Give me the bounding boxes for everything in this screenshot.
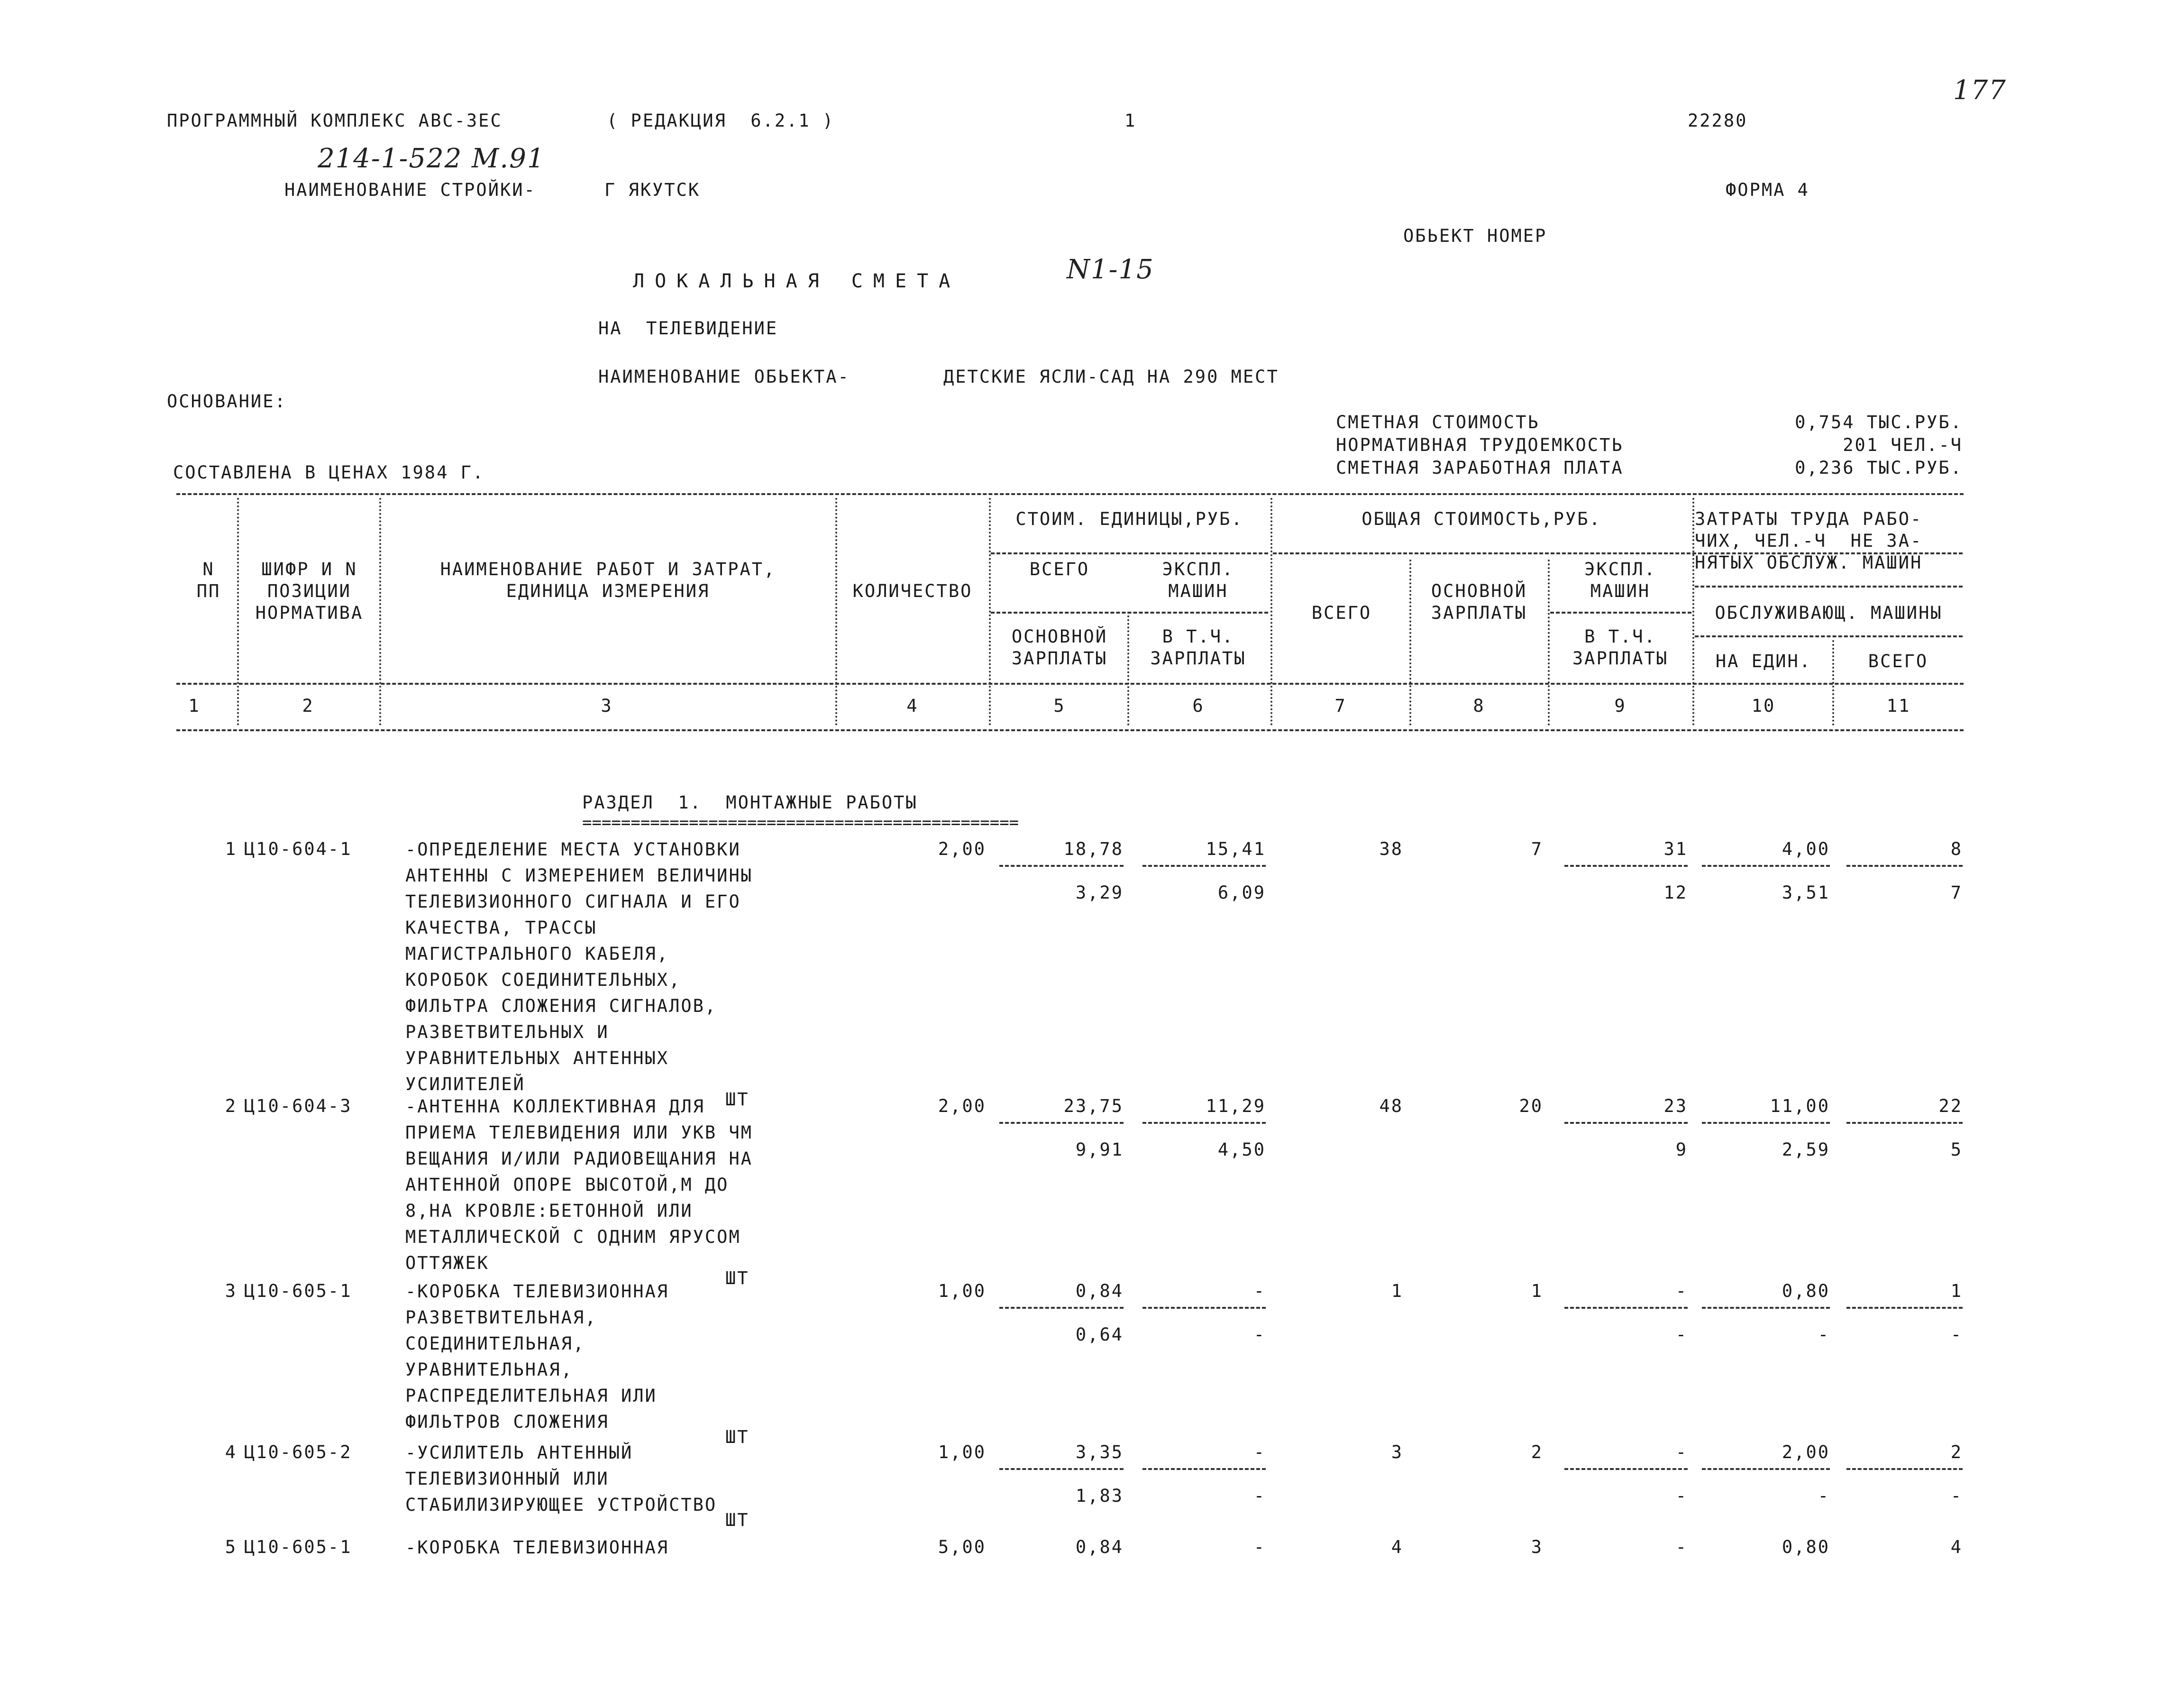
column-number: 2 xyxy=(302,696,314,716)
row-value-c7: 1 xyxy=(1391,1281,1403,1301)
row-value-c5b: 1,83 xyxy=(1075,1486,1124,1506)
subtotal-separator xyxy=(1564,1122,1688,1124)
row-number: 3 xyxy=(225,1281,237,1301)
section-underline: ============================================= xyxy=(582,813,1019,832)
row-value-c10: 11,00 xyxy=(1770,1096,1830,1116)
summary-value: 201 ЧЕЛ.-Ч xyxy=(1843,435,1963,455)
row-value-qty: 2,00 xyxy=(938,839,986,859)
column-number: 11 xyxy=(1886,696,1911,716)
row-value-c11b: 5 xyxy=(1950,1139,1963,1160)
row-value-c8: 20 xyxy=(1519,1096,1543,1116)
row-value-c9: - xyxy=(1675,1442,1688,1462)
row-value-c6b: - xyxy=(1253,1324,1266,1345)
row-value-qty: 5,00 xyxy=(938,1537,986,1557)
col-6-top: ЭКСПЛ. МАШИН xyxy=(1162,559,1234,601)
row-value-c8: 2 xyxy=(1531,1442,1543,1462)
column-number: 4 xyxy=(906,696,919,716)
subtotal-separator xyxy=(1142,1122,1266,1124)
row-value-c5: 0,84 xyxy=(1075,1537,1124,1557)
col-labor-machines: ОБСЛУЖИВАЮЩ. МАШИНЫ xyxy=(1715,603,1943,623)
row-value-qty: 1,00 xyxy=(938,1442,986,1462)
summary-label: СМЕТНАЯ ЗАРАБОТНАЯ ПЛАТА xyxy=(1336,458,1624,478)
row-value-c10b: 3,51 xyxy=(1782,882,1830,903)
row-value-c11: 1 xyxy=(1950,1281,1963,1301)
row-value-c10: 0,80 xyxy=(1782,1537,1830,1557)
sheet-number-handwritten: 177 xyxy=(1953,75,2007,106)
row-value-c5: 0,84 xyxy=(1075,1281,1124,1301)
row-value-c5b: 3,29 xyxy=(1075,882,1124,903)
subtotal-separator xyxy=(1846,865,1963,867)
row-value-c11: 2 xyxy=(1950,1442,1963,1462)
subtotal-separator xyxy=(1846,1122,1963,1124)
row-description: -КОРОБКА ТЕЛЕВИЗИОННАЯ xyxy=(405,1537,669,1558)
project-number-handwritten: 214-1-522 М.91 xyxy=(318,143,545,174)
object-number: ОБЬЕКТ НОМЕР xyxy=(1403,226,1547,246)
col-10: НА ЕДИН. xyxy=(1715,651,1812,671)
row-value-c7: 38 xyxy=(1379,839,1403,859)
summary-label: НОРМАТИВНАЯ ТРУДОЕМКОСТЬ xyxy=(1336,435,1624,455)
basis-label: ОСНОВАНИЕ: xyxy=(167,391,287,412)
col-5-bottom: ОСНОВНОЙ ЗАРПЛАТЫ xyxy=(1011,626,1108,669)
form-number: ФОРМА 4 xyxy=(1726,180,1809,200)
col-6-bottom: В Т.Ч. ЗАРПЛАТЫ xyxy=(1150,626,1246,669)
row-value-c7: 3 xyxy=(1391,1442,1403,1462)
object-label: НАИМЕНОВАНИЕ ОБЬЕКТА- xyxy=(598,367,850,387)
row-value-c10: 0,80 xyxy=(1782,1281,1830,1301)
subtotal-separator xyxy=(1564,1307,1688,1309)
row-value-c9b: 12 xyxy=(1663,882,1688,903)
row-code: Ц10-605-1 xyxy=(244,1281,352,1301)
column-number: 8 xyxy=(1473,696,1485,716)
subtotal-separator xyxy=(1846,1468,1963,1470)
header-bottom-rule xyxy=(176,683,1964,685)
subtotal-separator xyxy=(1142,1307,1266,1309)
row-value-c7: 48 xyxy=(1379,1096,1403,1116)
row-value-c11b: - xyxy=(1950,1324,1963,1345)
subtotal-separator xyxy=(1702,1307,1830,1309)
row-unit: ШТ xyxy=(725,1089,749,1110)
col-quantity: КОЛИЧЕСТВО xyxy=(852,581,973,601)
subtotal-separator xyxy=(1564,865,1688,867)
row-value-c9: - xyxy=(1675,1281,1688,1301)
col-9-bottom: В Т.Ч. ЗАРПЛАТЫ xyxy=(1572,626,1669,669)
subtotal-separator xyxy=(999,1307,1124,1309)
construction-label: НАИМЕНОВАНИЕ СТРОЙКИ- xyxy=(284,180,536,200)
subtotal-separator xyxy=(1142,865,1266,867)
col-9-top: ЭКСПЛ. МАШИН xyxy=(1584,559,1656,601)
row-code: Ц10-604-1 xyxy=(244,839,352,859)
col-code: ШИФР И N ПОЗИЦИИ НОРМАТИВА xyxy=(255,559,364,623)
row-number: 4 xyxy=(225,1442,237,1462)
row-value-c11: 22 xyxy=(1938,1096,1963,1116)
row-value-c11: 4 xyxy=(1950,1537,1963,1557)
row-value-c9b: - xyxy=(1675,1324,1688,1345)
row-value-c6b: - xyxy=(1253,1486,1266,1506)
subtotal-separator xyxy=(1564,1468,1688,1470)
row-value-c6: - xyxy=(1253,1442,1266,1462)
row-value-c5: 3,35 xyxy=(1075,1442,1124,1462)
row-value-c9b: - xyxy=(1675,1486,1688,1506)
column-number: 10 xyxy=(1751,696,1776,716)
row-value-c10b: - xyxy=(1818,1486,1830,1506)
summary-value: 0,236 ТЫС.РУБ. xyxy=(1795,458,1963,478)
row-value-c10: 2,00 xyxy=(1782,1442,1830,1462)
col-total-cost: ОБЩАЯ СТОИМОСТЬ,РУБ. xyxy=(1362,509,1601,529)
section-title: РАЗДЕЛ 1. МОНТАЖНЫЕ РАБОТЫ xyxy=(582,792,918,813)
row-value-c11b: 7 xyxy=(1950,882,1963,903)
row-value-c5b: 9,91 xyxy=(1075,1139,1124,1160)
program-name: ПРОГРАММНЫЙ КОМПЛЕКС АВС-3ЕС xyxy=(167,110,503,131)
row-value-c6b: 6,09 xyxy=(1217,882,1266,903)
column-number: 9 xyxy=(1614,696,1627,716)
row-value-qty: 2,00 xyxy=(938,1096,986,1116)
subtotal-separator xyxy=(1846,1307,1963,1309)
row-value-c6: 11,29 xyxy=(1206,1096,1266,1116)
row-value-c8: 7 xyxy=(1531,839,1543,859)
column-number: 5 xyxy=(1053,696,1066,716)
row-value-c10b: - xyxy=(1818,1324,1830,1345)
row-value-c6: - xyxy=(1253,1281,1266,1301)
row-value-c10b: 2,59 xyxy=(1782,1139,1830,1160)
row-code: Ц10-605-1 xyxy=(244,1537,352,1557)
subtotal-separator xyxy=(1702,1122,1830,1124)
edition: ( РЕДАКЦИЯ 6.2.1 ) xyxy=(607,110,835,131)
subtotal-separator xyxy=(1702,865,1830,867)
row-unit: ШТ xyxy=(725,1427,749,1447)
row-value-c7: 4 xyxy=(1391,1537,1403,1557)
col-5-top: ВСЕГО xyxy=(1029,559,1090,579)
column-number: 6 xyxy=(1192,696,1205,716)
row-value-c11: 8 xyxy=(1950,839,1963,859)
subtotal-separator xyxy=(999,1122,1124,1124)
page-number: 1 xyxy=(1124,110,1137,131)
estimate-number-handwritten: N1-15 xyxy=(1067,254,1154,285)
construction-name: Г ЯКУТСК xyxy=(604,180,701,200)
price-level: СОСТАВЛЕНА В ЦЕНАХ 1984 Г. xyxy=(173,462,485,483)
table-top-rule xyxy=(176,493,1964,495)
row-value-c6: - xyxy=(1253,1537,1266,1557)
column-number: 3 xyxy=(601,696,613,716)
row-value-c6: 15,41 xyxy=(1206,839,1266,859)
object-name: ДЕТСКИЕ ЯСЛИ-САД НА 290 МЕСТ xyxy=(943,367,1279,387)
row-value-c5: 23,75 xyxy=(1063,1096,1124,1116)
numbers-bottom-rule xyxy=(176,729,1964,731)
row-number: 1 xyxy=(225,839,237,859)
row-code: Ц10-605-2 xyxy=(244,1442,352,1462)
row-value-c9: 23 xyxy=(1663,1096,1688,1116)
subtotal-separator xyxy=(999,865,1124,867)
row-value-c9: 31 xyxy=(1663,839,1688,859)
row-description: -УСИЛИТЕЛЬ АНТЕННЫЙ ТЕЛЕВИЗИОННЫЙ ИЛИ СТАБИЛИЗИРУЮЩЕЕ УСТРОЙСТВО xyxy=(405,1442,717,1515)
column-number: 1 xyxy=(188,696,201,716)
row-value-c6b: 4,50 xyxy=(1217,1139,1266,1160)
row-value-c5: 18,78 xyxy=(1063,839,1124,859)
estimate-subject: НА ТЕЛЕВИДЕНИЕ xyxy=(598,318,778,339)
row-description: -ОПРЕДЕЛЕНИЕ МЕСТА УСТАНОВКИ АНТЕННЫ С ИЗМЕРЕНИЕМ ВЕЛИЧИНЫ ТЕЛЕВИЗИОННОГО СИГНАЛА И ЕГО КАЧЕСТВА, ТРАССЫ МАГИСТРАЛЬНОГО КАБЕЛЯ, КОРОБОК СОЕДИНИТЕЛЬНЫХ, ФИЛЬТРА СЛОЖЕНИЯ СИГНАЛОВ, РАЗВЕТВИТЕЛЬНЫХ И УРАВНИТЕЛЬНЫХ АНТЕННЫХ УСИЛИТЕЛЕЙ xyxy=(405,839,753,1094)
col-8: ОСНОВНОЙ ЗАРПЛАТЫ xyxy=(1431,581,1527,623)
row-value-c9b: 9 xyxy=(1675,1139,1688,1160)
row-description: -АНТЕННА КОЛЛЕКТИВНАЯ ДЛЯ ПРИЕМА ТЕЛЕВИДЕНИЯ ИЛИ УКВ ЧМ ВЕЩАНИЯ И/ИЛИ РАДИОВЕЩАНИЯ НА АНТЕННОЙ ОПОРЕ ВЫСОТОЙ,М ДО 8,НА КРОВЛЕ:БЕТОННОЙ ИЛИ МЕТАЛЛИЧЕСКОЙ С ОДНИМ ЯРУСОМ ОТТЯЖЕК xyxy=(405,1096,753,1273)
col-7: ВСЕГО xyxy=(1311,603,1372,623)
row-code: Ц10-604-3 xyxy=(244,1096,352,1116)
row-value-qty: 1,00 xyxy=(938,1281,986,1301)
document-code: 22280 xyxy=(1688,110,1748,131)
col-n: N ПП xyxy=(196,559,221,601)
row-unit: ШТ xyxy=(725,1268,749,1288)
col-description: НАИМЕНОВАНИЕ РАБОТ И ЗАТРАТ, ЕДИНИЦА ИЗМЕРЕНИЯ xyxy=(440,559,776,601)
row-value-c9: - xyxy=(1675,1537,1688,1557)
subtotal-separator xyxy=(1702,1468,1830,1470)
row-number: 2 xyxy=(225,1096,237,1116)
column-number: 7 xyxy=(1334,696,1347,716)
row-value-c11b: - xyxy=(1950,1486,1963,1506)
summary-label: СМЕТНАЯ СТОИМОСТЬ xyxy=(1336,412,1540,432)
row-description: -КОРОБКА ТЕЛЕВИЗИОННАЯ РАЗВЕТВИТЕЛЬНАЯ, СОЕДИНИТЕЛЬНАЯ, УРАВНИТЕЛЬНАЯ, РАСПРЕДЕЛИТЕЛЬНАЯ ИЛИ ФИЛЬТРОВ СЛОЖЕНИЯ xyxy=(405,1281,669,1432)
subtotal-separator xyxy=(1142,1468,1266,1470)
col-11: ВСЕГО xyxy=(1868,651,1928,671)
subtotal-separator xyxy=(999,1468,1124,1470)
row-value-c5b: 0,64 xyxy=(1075,1324,1124,1345)
document-title: ЛОКАЛЬНАЯ СМЕТА xyxy=(633,270,961,292)
col-unit-cost: СТОИМ. ЕДИНИЦЫ,РУБ. xyxy=(1015,509,1243,529)
row-number: 5 xyxy=(225,1537,237,1557)
row-value-c10: 4,00 xyxy=(1782,839,1830,859)
summary-value: 0,754 ТЫС.РУБ. xyxy=(1795,412,1963,432)
row-value-c8: 1 xyxy=(1531,1281,1543,1301)
row-unit: ШТ xyxy=(725,1510,749,1530)
row-value-c8: 3 xyxy=(1531,1537,1543,1557)
col-labor: ЗАТРАТЫ ТРУДА РАБО- ЧИХ, ЧЕЛ.-Ч НЕ ЗА- НЯТЫХ ОБСЛУЖ. МАШИН xyxy=(1695,509,1923,573)
